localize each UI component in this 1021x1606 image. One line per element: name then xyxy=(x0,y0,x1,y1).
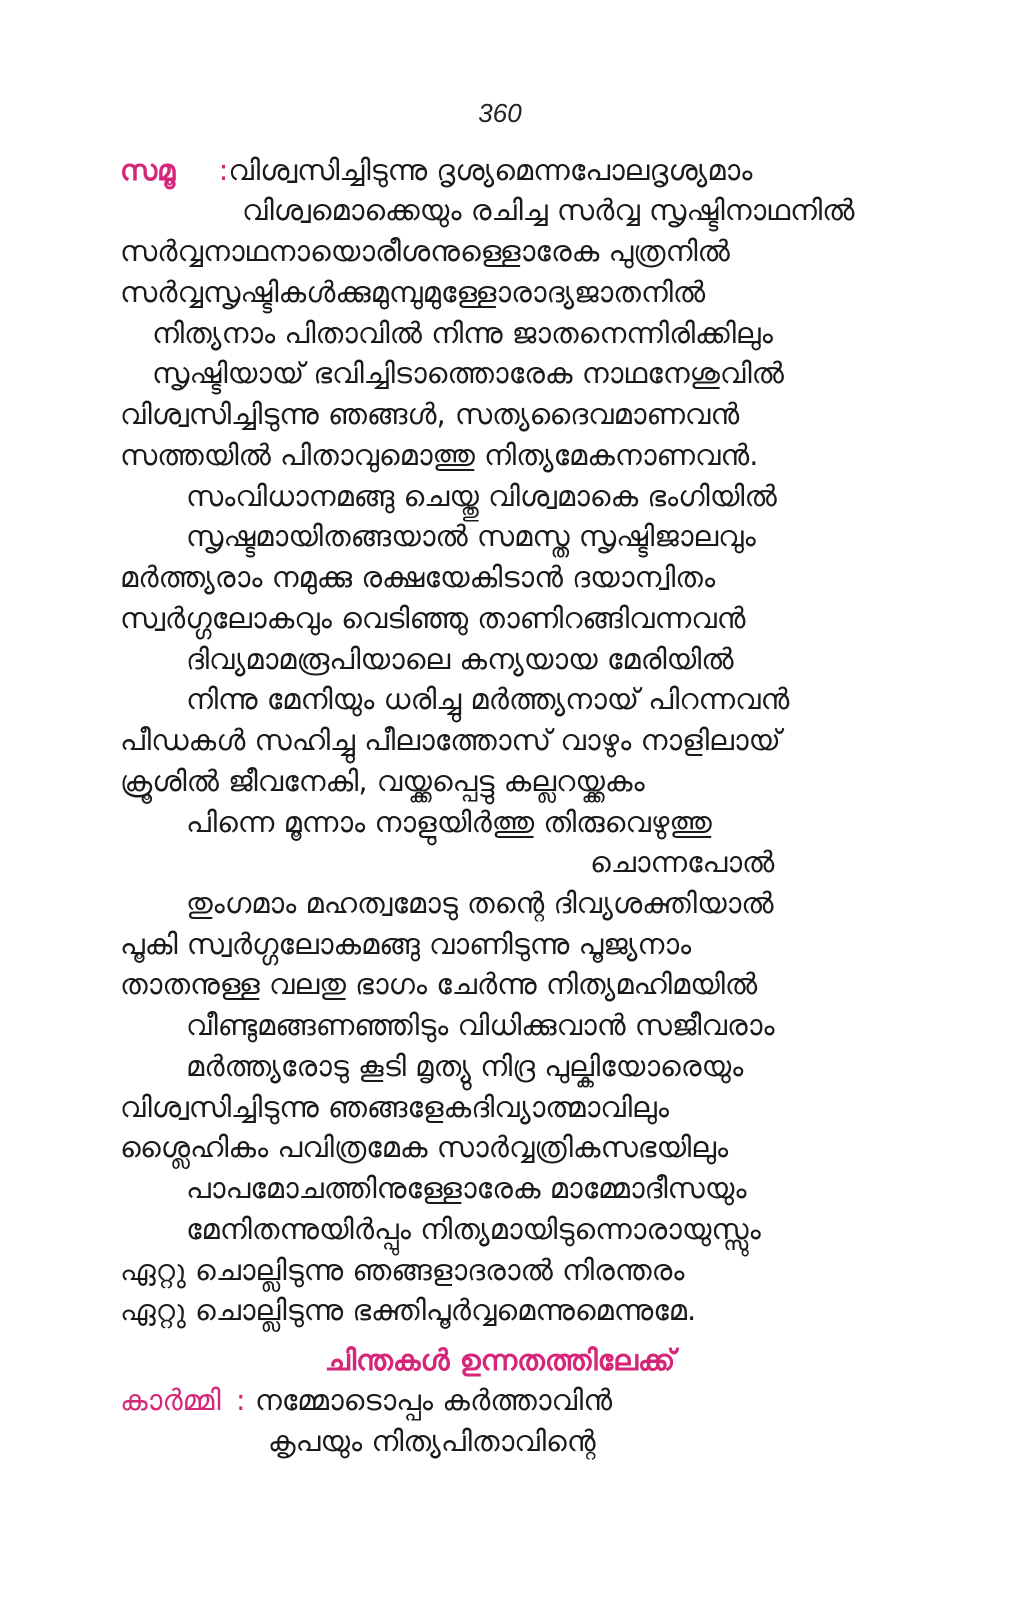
speaker-label: സമൂ xyxy=(120,153,176,187)
verse-line-15: പീഡകൾ സഹിച്ചു പീലാത്തോസ് വാഴും നാളിലായ് xyxy=(120,723,781,757)
verse-line-20: പൂകി സ്വർഗ്ഗലോകമങ്ങു വാണിടുന്നു പൂജ്യനാം xyxy=(120,927,692,961)
verse-line-10: സൃഷ്ടമായിതങ്ങയാൽ സമസ്ത സൃഷ്ടിജാലവും xyxy=(186,519,756,553)
verse-line-12: സ്വർഗ്ഗലോകവും വെടിഞ്ഞു താണിറങ്ങിവന്നവൻ xyxy=(120,601,746,635)
celebrant-text: നമ്മോടൊപ്പം കർത്താവിൻ xyxy=(254,1383,613,1417)
verse-line-27: മേനിതന്നുയിർപ്പും നിത്യമായിടുന്നൊരായുസ്സും xyxy=(186,1212,761,1246)
celebrant-line-2: കൃപയും നിത്യപിതാവിന്റെ xyxy=(268,1424,596,1458)
page-number: 360 xyxy=(478,98,522,128)
verse-line-8: സത്തയിൽ പിതാവുമൊത്തു നിത്യമേകനാണവൻ. xyxy=(120,438,759,472)
verse-line-3: സർവ്വനാഥനായൊരീശനുള്ളൊരേക പുത്രനിൽ xyxy=(120,234,730,268)
verse-line-13: ദിവ്യമാമരൂപിയാലെ കന്യയായ മേരിയിൽ xyxy=(186,642,734,676)
celebrant-colon: : xyxy=(235,1383,246,1417)
verse-line-5: നിത്യനാം പിതാവിൽ നിന്നു ജാതനെന്നിരിക്കിലും xyxy=(152,316,773,350)
celebrant-line-1 xyxy=(120,1380,612,1420)
verse-line-11: മർത്ത്യരാം നമുക്കു രക്ഷയേകിടാൻ ദയാന്വിതം xyxy=(120,560,716,594)
verse-line-14: നിന്നു മേനിയും ധരിച്ചു മർത്ത്യനായ് പിറന്നവൻ xyxy=(186,682,790,716)
verse-line-21: താതനുള്ള വലതു ഭാഗം ചേർന്നു നിത്യമഹിമയിൽ xyxy=(120,967,758,1001)
verse-line-18: ചൊന്നപോൽ xyxy=(590,845,775,879)
verse-line-16: ക്രൂശിൽ ജീവനേകി, വയ്ക്കപ്പെട്ടു കല്ലറയ്ക്കകം xyxy=(120,764,645,798)
speaker-colon: : xyxy=(218,153,229,187)
verse-line-24: വിശ്വസിച്ചിടുന്നു ഞങ്ങളേകദിവ്യാത്മാവിലും xyxy=(120,1090,669,1124)
verse-line-7: വിശ്വസിച്ചിടുന്നു ഞങ്ങൾ, സത്യദൈവമാണവൻ xyxy=(120,397,740,431)
verse-line-4: സർവ്വസൃഷ്ടികൾക്കുമുമ്പുമുള്ളോരാദ്യജാതനിൽ xyxy=(120,275,706,309)
verse-line-25: ശ്ലൈഹികം പവിത്രമേക സാർവ്വത്രികസഭയിലും xyxy=(120,1130,729,1164)
verse-line-6: സൃഷ്ടിയായ് ഭവിച്ചിടാത്തൊരേക നാഥനേശുവിൽ xyxy=(152,356,784,390)
verse-line-26: പാപമോചത്തിനുള്ളോരേക മാമ്മോദീസയും xyxy=(186,1171,747,1205)
verse-line-2: വിശ്വമൊക്കെയും രചിച്ച സർവ്വ സൃഷ്ടിനാഥനിൽ xyxy=(242,193,855,227)
verse-line-9: സംവിധാനമങ്ങു ചെയ്തു വിശ്വമാകെ ഭംഗിയിൽ xyxy=(186,479,777,513)
verse-text: വിശ്വസിച്ചിടുന്നു ദൃശ്യമെന്നപോലദൃശ്യമാം xyxy=(228,153,753,187)
verse-line-19: തുംഗമാം മഹത്വമോടു തന്റെ ദിവ്യശക്തിയാൽ xyxy=(186,886,774,920)
celebrant-label: കാർമ്മി xyxy=(120,1383,221,1417)
verse-line-17: പിന്നെ മൂന്നാം നാളുയിർത്തു തിരുവെഴുത്തു xyxy=(186,805,712,839)
verse-line-29: ഏറ്റു ചൊല്ലിടുന്നു ഭക്തിപൂർവ്വമെന്നുമെന്നുമേ. xyxy=(120,1293,697,1327)
verse-line-28: ഏറ്റു ചൊല്ലിടുന്നു ഞങ്ങളാദരാൽ നിരന്തരം xyxy=(120,1253,685,1287)
verse-line-23: മർത്ത്യരോടു കൂടി മൃത്യു നിദ്ര പുല്കിയോരെയും xyxy=(186,1049,744,1083)
verse-line-1 xyxy=(120,150,752,190)
section-heading: ചിന്തകൾ ഉന്നതത്തിലേക്ക് xyxy=(324,1343,676,1377)
verse-line-22: വീണ്ടുമങ്ങണഞ്ഞിടും വിധിക്കുവാൻ സജീവരാം xyxy=(186,1008,775,1042)
